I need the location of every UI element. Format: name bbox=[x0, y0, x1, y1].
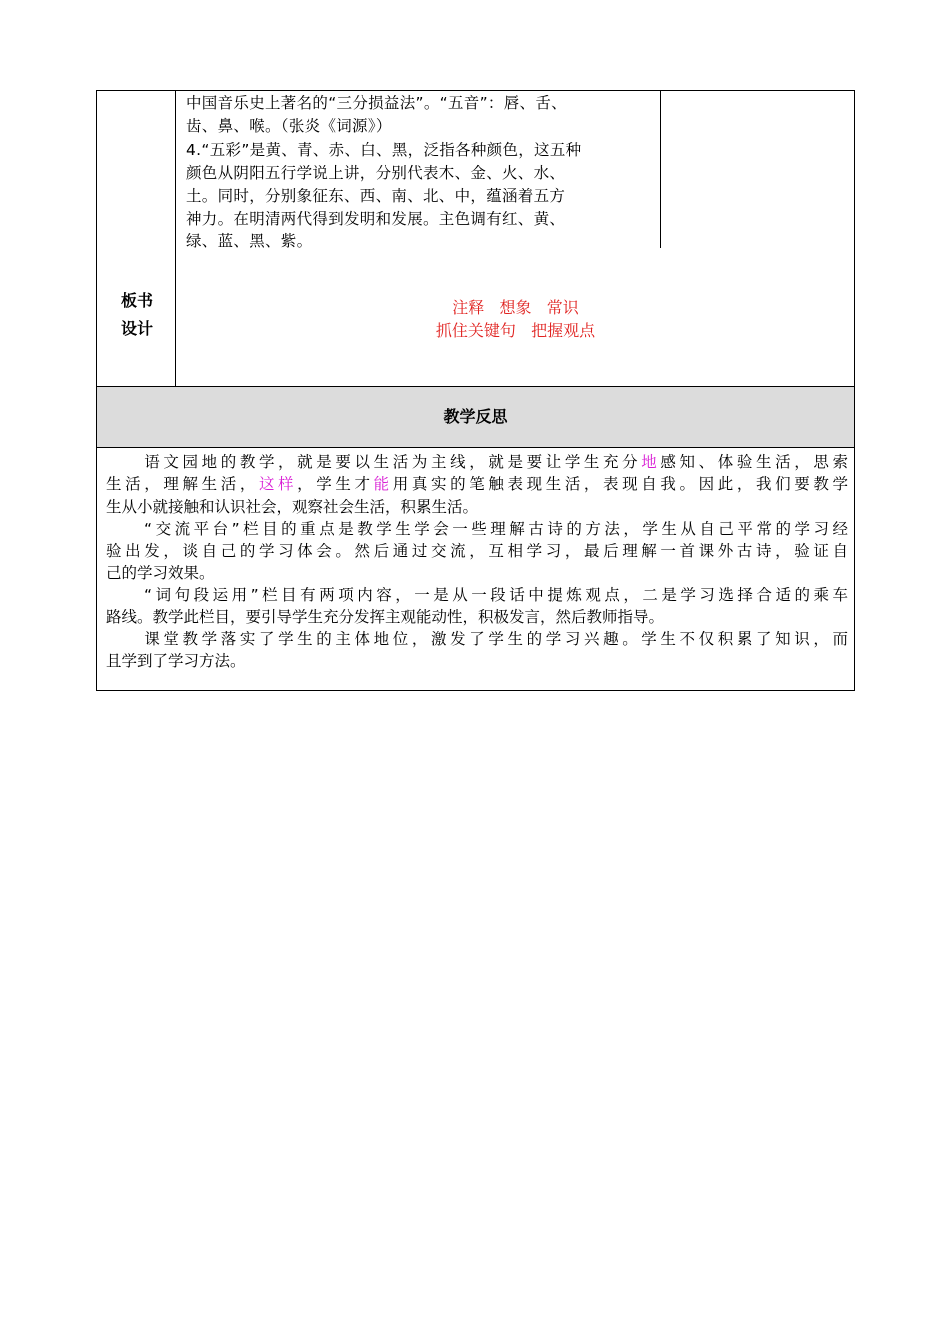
lesson-plan-table bbox=[96, 90, 855, 691]
reflection-line: 且学到了学习方法。 bbox=[106, 652, 246, 670]
board-note-line: 颜色从阴阳五行学说上讲，分别代表木、金、火、水、 bbox=[186, 164, 566, 182]
reflection-line: 路线。教学此栏目，要引导学生充分发挥主观能动性，积极发言，然后教师指导。 bbox=[106, 608, 665, 626]
reflection-line: “词句段运用”栏目有两项内容，一是从一段话中提炼观点，二是学习选择合适的乘车 bbox=[106, 586, 848, 604]
highlight-text: 能 bbox=[373, 475, 393, 493]
board-note-line: 绿、蓝、黑、紫。 bbox=[186, 232, 313, 250]
board-note-line: 齿、鼻、喉。（张炎《词源》） bbox=[186, 117, 392, 135]
reflection-header-row bbox=[97, 386, 854, 448]
board-label-line-2: 设计 bbox=[120, 319, 153, 338]
board-design-row bbox=[97, 91, 854, 387]
board-note-line: 土。同时，分别象征东、西、南、北、中，蕴涵着五方 bbox=[186, 187, 566, 205]
board-design-keywords: 注释 想象 常识 bbox=[452, 298, 579, 317]
reflection-line: 课堂教学落实了学生的主体地位，激发了学生的学习兴趣。学生不仅积累了知识，而 bbox=[106, 630, 848, 648]
reflection-text: 感知、体验生活，思索 bbox=[660, 453, 848, 471]
reflection-line: 己的学习效果。 bbox=[106, 564, 215, 582]
board-label-line-1: 板书 bbox=[120, 291, 153, 310]
board-design-method: 抓住关键句 把握观点 bbox=[435, 321, 596, 340]
highlight-text: 这样 bbox=[258, 475, 298, 493]
reflection-line bbox=[106, 473, 848, 495]
reflection-line: 生从小就接触和认识社会，观察社会生活，积累生活。 bbox=[106, 498, 479, 516]
reflection-text: ，学生才 bbox=[297, 475, 374, 493]
board-design-label-cell bbox=[97, 91, 176, 387]
reflection-header: 教学反思 bbox=[443, 407, 508, 426]
reflection-body bbox=[97, 448, 854, 690]
reflection-text: 语文园地的教学，就是要以生活为主线，就是要让学生充分 bbox=[106, 453, 642, 471]
board-note-line: 神力。在明清两代得到发明和发展。主色调有红、黄、 bbox=[186, 210, 566, 228]
reflection-text: 用真实的笔触表现生活，表现自我。因此，我们要教学 bbox=[392, 475, 848, 493]
reflection-line: 验出发，谈自己的学习体会。然后通过交流，互相学习，最后理解一首课外古诗，验证自 bbox=[106, 542, 848, 560]
reflection-line bbox=[106, 451, 848, 473]
board-design-label bbox=[117, 287, 157, 343]
board-note-line: 4.“五彩”是黄、青、赤、白、黑，泛指各种颜色，这五种 bbox=[186, 141, 582, 159]
board-note-line: 中国音乐史上著名的“三分损益法”。“五音”：唇、舌、 bbox=[186, 94, 567, 112]
reflection-text: 生活，理解生活， bbox=[106, 475, 259, 493]
highlight-text: 地 bbox=[641, 453, 661, 471]
reflection-line: “交流平台”栏目的重点是教学生学会一些理解古诗的方法，学生从自己平常的学习经 bbox=[106, 520, 848, 538]
board-notes-cell bbox=[177, 91, 661, 248]
